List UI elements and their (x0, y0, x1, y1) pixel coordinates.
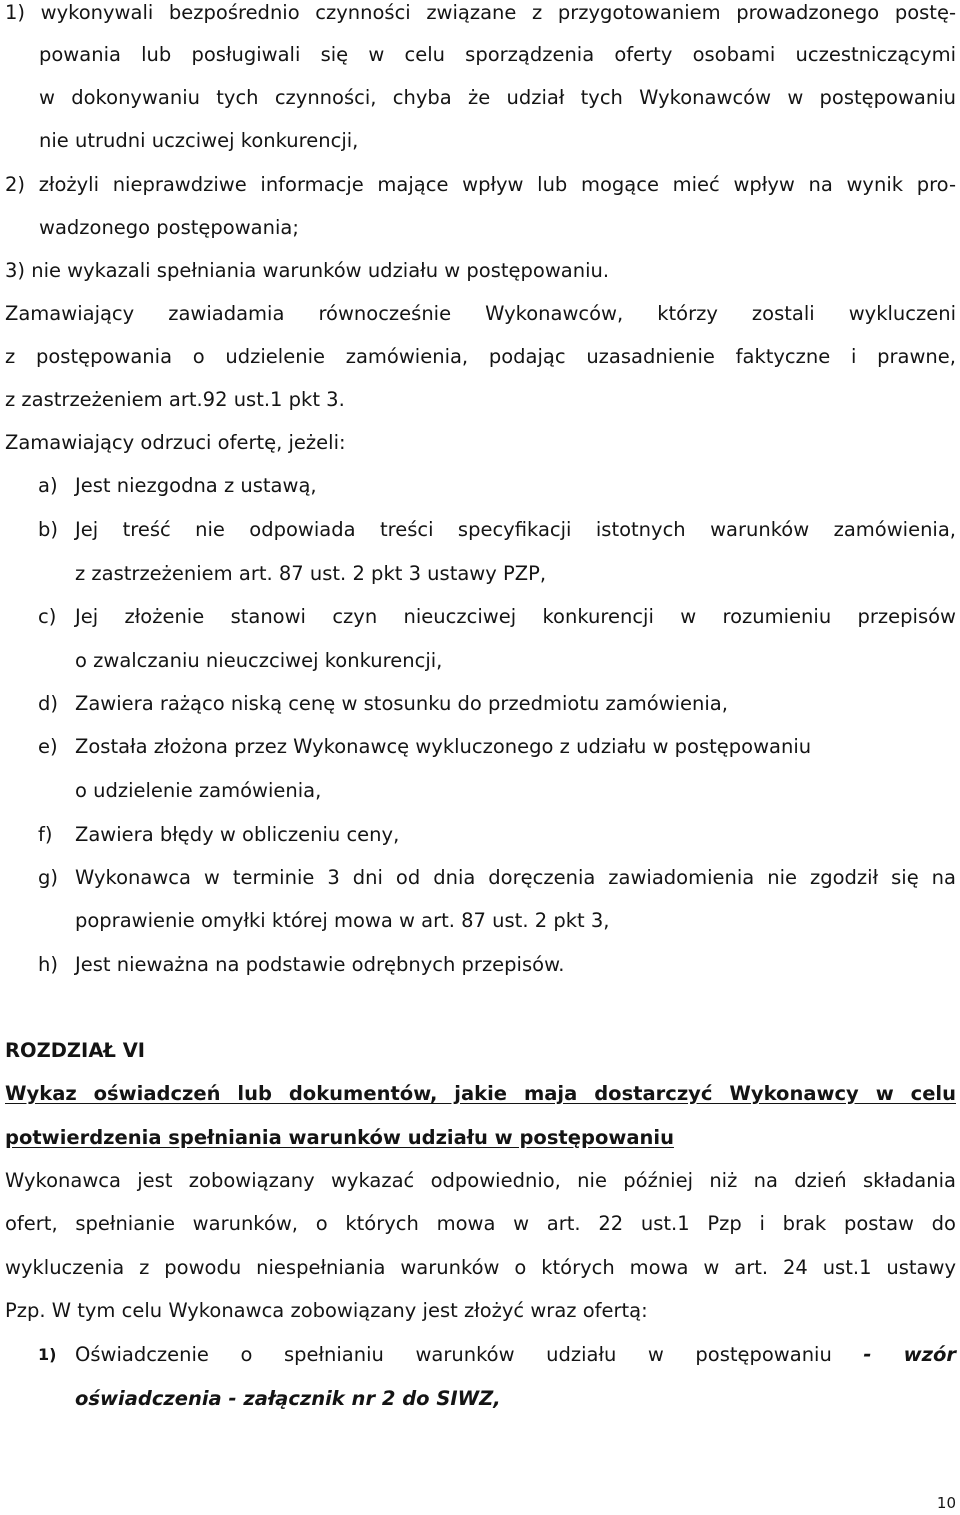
notification-line-1: Zamawiający zawiadamia równocześnie Wykonawców, którzy zostali wykluczeni (5, 302, 956, 325)
rejection-item-label: g) (38, 866, 58, 889)
list-item-2-line-2: wadzonego postępowania; (39, 216, 299, 239)
rejection-item-text: Jest niezgodna z ustawą, (75, 474, 317, 497)
rejection-intro: Zamawiający odrzuci ofertę, jeżeli: (5, 431, 346, 454)
rejection-item-label: c) (38, 605, 57, 628)
rejection-item-text: Została złożona przez Wykonawcę wykluczonego z udziału w postępowaniu (75, 735, 812, 758)
notification-line-2: z postępowania o udzielenie zamówienia, podając uzasadnienie faktyczne i prawne, (5, 345, 956, 368)
page-number: 10 (936, 1494, 956, 1512)
document-list-item-label: 1) (38, 1345, 57, 1364)
chapter-para-line-2: ofert, spełnianie warunków, o których mowa w art. 22 ust.1 Pzp i brak postaw do (5, 1212, 956, 1235)
rejection-item-text: Jej złożenie stanowi czyn nieuczciwej konkurencji w rozumieniu przepisów (75, 605, 956, 628)
chapter-para-line-3: wykluczenia z powodu niespełniania warunków o których mowa w art. 24 ust.1 ustawy (5, 1256, 956, 1279)
chapter-para-line-4: Pzp. W tym celu Wykonawca zobowiązany jest złożyć wraz ofertą: (5, 1299, 648, 1322)
list-item-1-line-1: 1) wykonywali bezpośrednio czynności związane z przygotowaniem prowadzonego postę- (5, 1, 956, 24)
rejection-item-label: a) (38, 474, 58, 497)
rejection-item-text: Zawiera błędy w obliczeniu ceny, (75, 823, 400, 846)
rejection-item-c-line-2: o zwalczaniu nieuczciwej konkurencji, (75, 649, 443, 672)
document-list-item-emphasis: - wzór (863, 1343, 956, 1366)
document-list-item-text (75, 1340, 956, 1370)
rejection-item-text: Jej treść nie odpowiada treści specyfikacji istotnych warunków zamówienia, (75, 518, 956, 541)
chapter-para-line-1: Wykonawca jest zobowiązany wykazać odpowiednio, nie później niż na dzień składania (5, 1169, 956, 1192)
rejection-item-text: Jest nieważna na podstawie odrębnych przepisów. (75, 953, 565, 976)
rejection-item-label: f) (38, 823, 53, 846)
document-list-item-plain: Oświadczenie o spełnianiu warunków udziału w postępowaniu (75, 1343, 864, 1366)
chapter-number: ROZDZIAŁ VI (5, 1039, 146, 1062)
chapter-title-line-2: potwierdzenia spełniania warunków udziału w postępowaniu (5, 1126, 674, 1149)
rejection-item-label: e) (38, 735, 58, 758)
list-item-1-line-2: powania lub posługiwali się w celu sporządzenia oferty osobami uczestniczącymi (39, 43, 956, 66)
rejection-item-g-line-2: poprawienie omyłki której mowa w art. 87 ust. 2 pkt 3, (75, 909, 610, 932)
document-list-item-1-line-2: oświadczenia - załącznik nr 2 do SIWZ, (75, 1387, 501, 1410)
rejection-item-label: h) (38, 953, 58, 976)
list-item-1-line-4: nie utrudni uczciwej konkurencji, (39, 129, 359, 152)
list-item-3-line-1: 3) nie wykazali spełniania warunków udziału w postępowaniu. (5, 259, 610, 282)
notification-line-3: z zastrzeżeniem art.92 ust.1 pkt 3. (5, 388, 345, 411)
rejection-item-b-line-2: z zastrzeżeniem art. 87 ust. 2 pkt 3 ustawy PZP, (75, 562, 547, 585)
rejection-item-label: b) (38, 518, 58, 541)
rejection-item-label: d) (38, 692, 58, 715)
rejection-item-text: Wykonawca w terminie 3 dni od dnia doręczenia zawiadomienia nie zgodził się na (75, 866, 956, 889)
rejection-item-e-line-2: o udzielenie zamówienia, (75, 779, 322, 802)
rejection-item-text: Zawiera rażąco niską cenę w stosunku do przedmiotu zamówienia, (75, 692, 728, 715)
list-item-2-line-1: 2) złożyli nieprawdziwe informacje mające wpływ lub mogące mieć wpływ na wynik pro- (5, 173, 956, 196)
list-item-1-line-3: w dokonywaniu tych czynności, chyba że udział tych Wykonawców w postępowaniu (39, 86, 956, 109)
chapter-title-line-1: Wykaz oświadczeń lub dokumentów, jakie maja dostarczyć Wykonawcy w celu (5, 1082, 956, 1105)
